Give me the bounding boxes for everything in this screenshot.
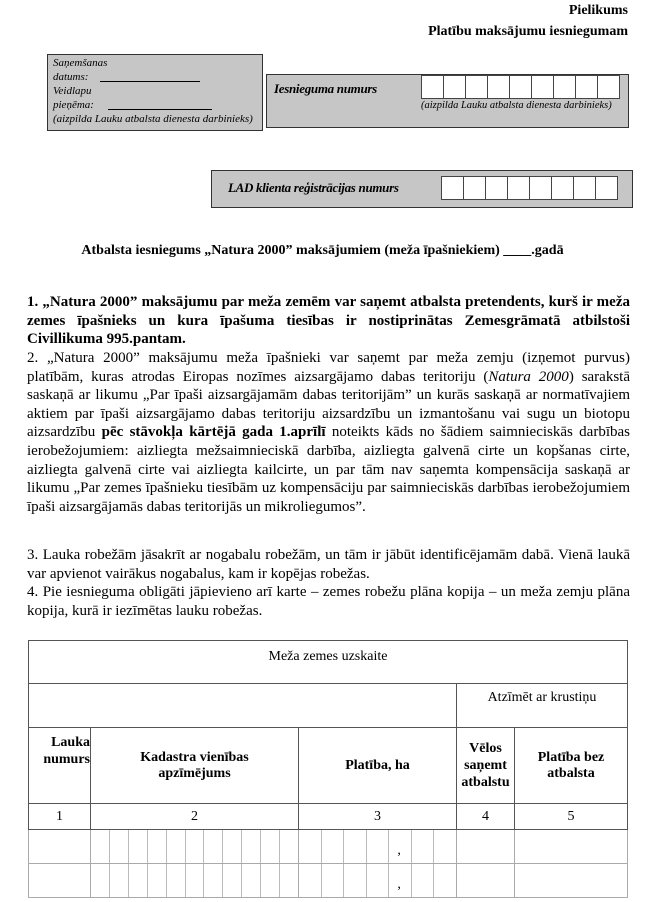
client-number-cells[interactable] — [442, 176, 618, 200]
col-number-4: 4 — [457, 804, 515, 830]
appendix-subtitle: Platību maksājumu iesniegumam — [428, 24, 628, 39]
digit-cell[interactable] — [366, 864, 389, 897]
area-input[interactable] — [299, 864, 457, 898]
paragraph-1: 1. „Natura 2000” maksājumu par meža zemēm var saņemt atbalsta pretendents, kurš ir meža zemes īpašnieks un kura īpašuma tiesības ir nostiprinātas Zemesgrāmatā atbilstoši Civillikuma 995.pantam. — [27, 294, 630, 348]
cadastre-input[interactable] — [91, 830, 299, 864]
cadastre-input[interactable] — [91, 864, 299, 898]
client-number-label: LAD klienta reģistrācijas numurs — [228, 180, 399, 195]
col-number-1: 1 — [29, 804, 91, 830]
digit-cell[interactable] — [465, 75, 488, 99]
empty-header-cell — [29, 684, 457, 728]
col-header-area: Platība, ha — [299, 728, 457, 804]
digit-cell[interactable] — [573, 176, 596, 200]
char-cell[interactable] — [222, 864, 241, 897]
forest-land-table — [28, 640, 628, 898]
digit-cell[interactable] — [509, 75, 532, 99]
char-cell[interactable] — [241, 864, 260, 897]
application-number-box — [266, 74, 629, 128]
paragraph-4: 4. Pie iesnieguma obligāti jāpievieno arī karte – zemes robežu plāna kopija – un meža zemju plāna kopija, kurā ir iezīmētas lauku robežas. — [27, 584, 630, 619]
char-cell[interactable] — [109, 864, 128, 897]
accepted-by-field[interactable] — [108, 109, 212, 110]
digit-cell[interactable] — [433, 830, 456, 863]
digit-cell[interactable] — [411, 830, 434, 863]
table-title: Meža zemes uzskaite — [29, 641, 628, 684]
area-input[interactable] — [299, 830, 457, 864]
char-cell[interactable] — [203, 830, 222, 863]
char-cell[interactable] — [147, 864, 166, 897]
form-title: Atbalsta iesniegums „Natura 2000” maksājumiem (meža īpašniekiem) ____.gadā — [81, 243, 564, 258]
digit-cell[interactable] — [411, 864, 434, 897]
char-cell[interactable] — [203, 864, 222, 897]
col-number-5: 5 — [515, 804, 628, 830]
digit-cell[interactable] — [487, 75, 510, 99]
application-number-note: (aizpilda Lauku atbalsta dienesta darbinieks) — [421, 100, 612, 111]
appendix-label: Pielikums — [568, 3, 628, 18]
accepted-by-label: Veidlapu pieņēma: — [53, 85, 94, 111]
col-header-cadastre: Kadastra vienības apzīmējums — [91, 728, 299, 804]
digit-cell[interactable] — [321, 830, 344, 863]
client-number-box — [211, 170, 633, 208]
p2-text: ) sarakstā saskaņā ar likumu „Par īpaši aizsargājamām dabas teritorijām” un kurās saskaņā ar normatīvajiem aktiem par īpaši aizsargājamo dabas teritoriju aizsardzību un izmantošanu vai sugu un biotopu aizsardzību — [27, 368, 631, 441]
want-support-checkbox[interactable] — [457, 830, 515, 864]
p2-italic: Natura 2000 — [488, 368, 569, 385]
digit-cell[interactable] — [485, 176, 508, 200]
char-cell[interactable] — [166, 864, 185, 897]
field-number-input[interactable] — [29, 864, 91, 898]
mark-header: Atzīmēt ar krustiņu — [457, 684, 628, 728]
p2-bold: pēc stāvokļa kārtējā gada 1.aprīlī — [101, 424, 326, 441]
char-cell[interactable] — [91, 864, 109, 897]
digit-cell[interactable] — [531, 75, 554, 99]
paragraph-3: 3. Lauka robežām jāsakrīt ar nogabalu robežām, un tām ir jābūt identificējamām dabā. Vienā laukā var apvienot vairākus nogabalus, kam ir kopējas robežas. — [27, 547, 630, 582]
char-cell[interactable] — [260, 830, 279, 863]
receipt-note: (aizpilda Lauku atbalsta dienesta darbinieks) — [53, 113, 253, 125]
digit-cell[interactable] — [441, 176, 464, 200]
field-number-input[interactable] — [29, 830, 91, 864]
digit-cell[interactable] — [529, 176, 552, 200]
char-cell[interactable] — [279, 830, 298, 863]
digit-cell[interactable] — [575, 75, 598, 99]
char-cell[interactable] — [91, 830, 109, 863]
char-cell[interactable] — [128, 830, 147, 863]
digit-cell[interactable] — [299, 830, 321, 863]
table-row — [29, 830, 628, 864]
char-cell[interactable] — [260, 864, 279, 897]
digit-cell[interactable] — [343, 830, 366, 863]
digit-cell[interactable] — [388, 830, 411, 863]
digit-cell[interactable] — [595, 176, 618, 200]
digit-cell[interactable] — [343, 864, 366, 897]
digit-cell[interactable] — [421, 75, 444, 99]
digit-cell[interactable] — [321, 864, 344, 897]
char-cell[interactable] — [185, 830, 204, 863]
digit-cell[interactable] — [553, 75, 576, 99]
digit-cell[interactable] — [597, 75, 620, 99]
col-number-2: 2 — [91, 804, 299, 830]
col-header-want-support: Vēlos saņemt atbalstu — [457, 728, 515, 804]
digit-cell[interactable] — [463, 176, 486, 200]
char-cell[interactable] — [166, 830, 185, 863]
no-support-checkbox[interactable] — [515, 864, 628, 898]
receipt-date-field[interactable] — [100, 81, 200, 82]
digit-cell[interactable] — [433, 864, 456, 897]
digit-cell[interactable] — [299, 864, 321, 897]
receipt-box — [47, 54, 263, 131]
application-number-label: Iesnieguma numurs — [274, 81, 377, 96]
want-support-checkbox[interactable] — [457, 864, 515, 898]
col-number-3: 3 — [299, 804, 457, 830]
digit-cell[interactable] — [443, 75, 466, 99]
no-support-checkbox[interactable] — [515, 830, 628, 864]
p2-text: 2. „Natura 2000” maksājumu meža īpašnieki var saņemt par meža zemju (izņemot purvus) platībām, kuras atrodas Eiropas nozīmes aizsargājamo dabas teritoriju ( — [27, 350, 630, 385]
digit-cell[interactable] — [388, 864, 411, 897]
col-header-field-number: Lauka numurs — [29, 728, 91, 804]
receipt-date-label: Saņemšanas datums: — [53, 57, 108, 83]
digit-cell[interactable] — [551, 176, 574, 200]
char-cell[interactable] — [185, 864, 204, 897]
char-cell[interactable] — [279, 864, 298, 897]
char-cell[interactable] — [128, 864, 147, 897]
table-row — [29, 864, 628, 898]
char-cell[interactable] — [147, 830, 166, 863]
decimal-comma: , — [397, 843, 401, 858]
char-cell[interactable] — [241, 830, 260, 863]
digit-cell[interactable] — [366, 830, 389, 863]
application-number-cells[interactable] — [422, 75, 620, 99]
digit-cell[interactable] — [507, 176, 530, 200]
decimal-comma: , — [397, 877, 401, 892]
p2-text: noteikts kāds no šādiem saimnieciskās darbības ierobežojumiem: aizliegta mežsaimnieciskā darbība, aizliegta galvenā cirte un kopšanas cirte, aizliegta galvenā cirte vai aizliegta kailcirte, un par tām nav saņemta kompensācija saskaņā ar likumu „Par zemes īpašnieku tiesībām uz kompensāciju par saimnieciskās darbības ierobežojumiem īpaši aizsargājamās dabas teritorijās un mikroliegumos”. — [27, 424, 630, 515]
paragraph-2 — [27, 349, 630, 516]
col-header-area-without-support: Platība bez atbalsta — [515, 728, 628, 804]
char-cell[interactable] — [222, 830, 241, 863]
char-cell[interactable] — [109, 830, 128, 863]
